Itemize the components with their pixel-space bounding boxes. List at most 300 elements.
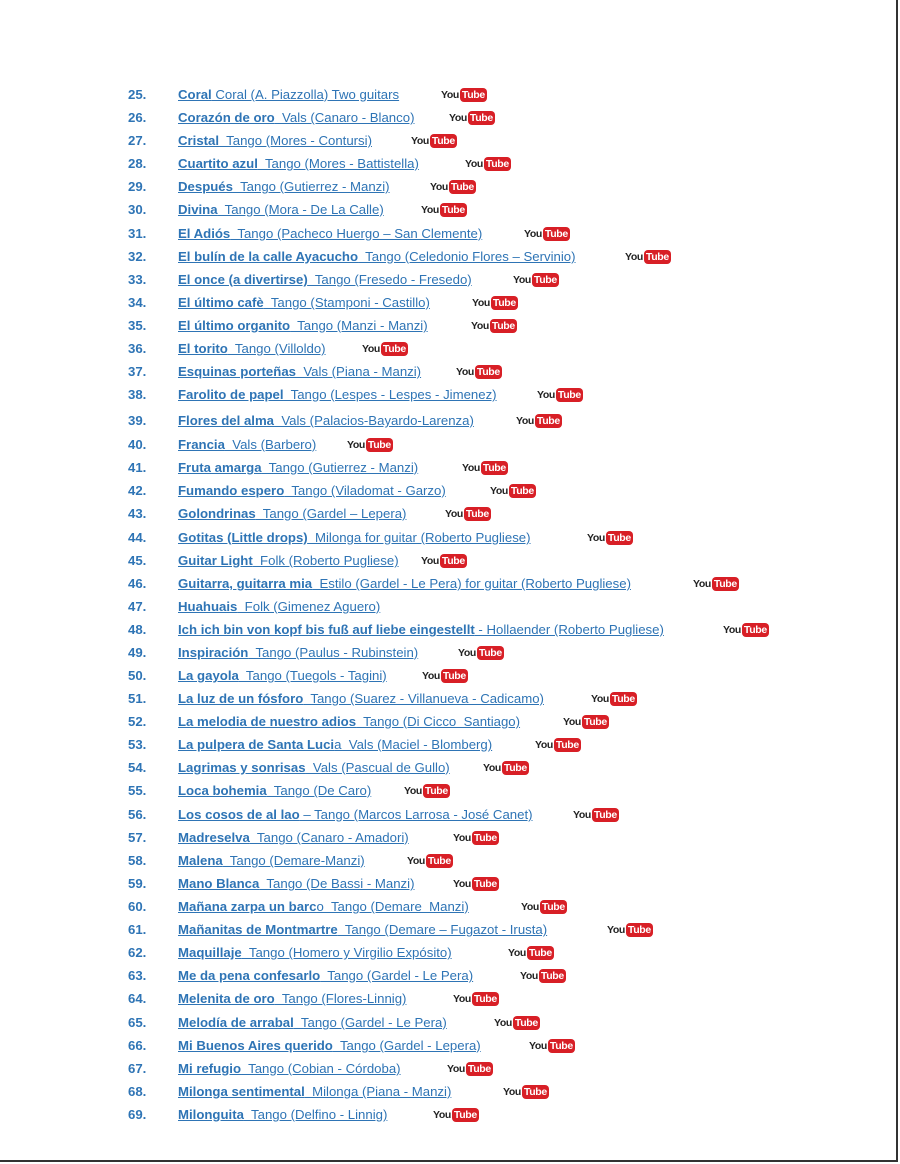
song-link[interactable]	[178, 965, 473, 987]
youtube-you-text: You	[471, 320, 489, 332]
song-description: Tango (Gardel – Lepera)	[255, 506, 407, 521]
youtube-you-text: You	[490, 485, 508, 497]
song-link[interactable]	[178, 573, 631, 595]
song-title: Loca bohemia	[178, 783, 267, 798]
youtube-tube-badge: Tube	[743, 624, 767, 636]
youtube-icon[interactable]	[693, 576, 739, 592]
youtube-tube-badge: Tube	[541, 901, 565, 913]
song-description: o Tango (Demare Manzi)	[316, 899, 469, 914]
youtube-icon[interactable]	[490, 483, 536, 499]
youtube-you-text: You	[537, 389, 555, 401]
youtube-tube-badge: Tube	[503, 762, 527, 774]
item-number: 49.	[128, 645, 147, 660]
song-title: Melenita de oro	[178, 991, 275, 1006]
youtube-you-text: You	[521, 901, 539, 913]
song-title: El once (a divertirse)	[178, 272, 308, 287]
youtube-you-text: You	[447, 1063, 465, 1075]
song-link[interactable]	[178, 688, 544, 710]
song-description: Folk (Roberto Pugliese)	[252, 553, 399, 568]
song-title: Esquinas porteñas	[178, 364, 296, 379]
song-description: Tango (Pacheco Huergo – San Clemente)	[230, 226, 483, 241]
youtube-icon[interactable]	[591, 691, 637, 707]
youtube-tube-badge: Tube	[453, 1109, 477, 1121]
youtube-icon[interactable]	[483, 760, 529, 776]
youtube-tube-badge: Tube	[367, 439, 391, 451]
song-link[interactable]	[178, 199, 384, 221]
item-number: 44.	[128, 530, 147, 545]
youtube-tube-badge: Tube	[536, 415, 560, 427]
item-number: 31.	[128, 226, 147, 241]
youtube-you-text: You	[404, 785, 422, 797]
song-description: Milonga (Piana - Manzi)	[304, 1084, 452, 1099]
song-title: Madreselva	[178, 830, 250, 845]
song-title: Inspiración	[178, 645, 249, 660]
song-link[interactable]	[178, 619, 664, 641]
item-number: 52.	[128, 714, 147, 729]
song-link[interactable]	[178, 527, 531, 549]
song-description: Tango (Di Cicco Santiago)	[356, 714, 521, 729]
youtube-icon[interactable]	[362, 341, 408, 357]
song-description: Tango (Demare-Manzi)	[222, 853, 365, 868]
song-description: Tango (Mora - De La Calle)	[217, 202, 384, 217]
youtube-you-text: You	[453, 878, 471, 890]
youtube-icon[interactable]	[587, 530, 633, 546]
youtube-tube-badge: Tube	[469, 112, 493, 124]
youtube-tube-badge: Tube	[450, 181, 474, 193]
song-link[interactable]	[178, 223, 482, 245]
youtube-you-text: You	[449, 112, 467, 124]
youtube-you-text: You	[472, 297, 490, 309]
youtube-icon[interactable]	[521, 899, 567, 915]
song-title: La melodia de nuestro adios	[178, 714, 357, 729]
item-number: 55.	[128, 783, 147, 798]
item-number: 56.	[128, 807, 147, 822]
youtube-tube-badge: Tube	[424, 785, 448, 797]
youtube-tube-badge: Tube	[473, 993, 497, 1005]
song-title: Gotitas (Little drops)	[178, 530, 308, 545]
youtube-icon[interactable]	[404, 783, 450, 799]
youtube-you-text: You	[723, 624, 741, 636]
song-description: Vals (Palacios-Bayardo-Larenza)	[274, 413, 474, 428]
youtube-icon[interactable]	[347, 437, 393, 453]
song-title: Mi refugio	[178, 1061, 242, 1076]
youtube-tube-badge: Tube	[528, 947, 552, 959]
item-number: 33.	[128, 272, 147, 287]
song-link[interactable]	[178, 1058, 401, 1080]
item-number: 54.	[128, 760, 147, 775]
youtube-tube-badge: Tube	[555, 739, 579, 751]
song-title: Después	[178, 179, 233, 194]
song-description: Tango (Canaro - Amadori)	[249, 830, 409, 845]
youtube-icon[interactable]	[411, 133, 457, 149]
youtube-you-text: You	[456, 366, 474, 378]
song-title: El último cafè	[178, 295, 264, 310]
song-link[interactable]	[178, 246, 576, 268]
song-description: Tango (Lespes - Lespes - Jimenez)	[283, 387, 497, 402]
youtube-you-text: You	[430, 181, 448, 193]
song-title: Cristal	[178, 133, 220, 148]
youtube-icon[interactable]	[422, 668, 468, 684]
youtube-you-text: You	[563, 716, 581, 728]
song-link[interactable]	[178, 850, 365, 872]
item-number: 46.	[128, 576, 147, 591]
item-number: 58.	[128, 853, 147, 868]
youtube-icon[interactable]	[465, 156, 511, 172]
youtube-icon[interactable]	[453, 830, 499, 846]
item-number: 59.	[128, 876, 147, 891]
song-link[interactable]	[178, 804, 533, 826]
youtube-you-text: You	[625, 251, 643, 263]
song-link[interactable]	[178, 384, 497, 406]
song-title: Melodía de arrabal	[178, 1015, 294, 1030]
song-link[interactable]	[178, 1012, 447, 1034]
item-number: 29.	[128, 179, 147, 194]
youtube-tube-badge: Tube	[465, 508, 489, 520]
song-link[interactable]	[178, 780, 371, 802]
youtube-icon[interactable]	[516, 413, 562, 429]
youtube-tube-badge: Tube	[478, 647, 502, 659]
youtube-tube-badge: Tube	[583, 716, 607, 728]
youtube-icon[interactable]	[441, 87, 487, 103]
youtube-tube-badge: Tube	[441, 204, 465, 216]
youtube-icon[interactable]	[472, 295, 518, 311]
youtube-you-text: You	[453, 832, 471, 844]
youtube-you-text: You	[520, 970, 538, 982]
song-description: Tango (Suarez - Villanueva - Cadicamo)	[303, 691, 544, 706]
song-title: El último organito	[178, 318, 291, 333]
youtube-you-text: You	[407, 855, 425, 867]
song-description: Vals (Canaro - Blanco)	[274, 110, 415, 125]
song-title: Coral	[178, 87, 212, 102]
song-title: La gayola	[178, 668, 239, 683]
song-link[interactable]	[178, 361, 421, 383]
item-number: 62.	[128, 945, 147, 960]
song-link[interactable]	[178, 711, 520, 733]
song-link[interactable]	[178, 734, 492, 756]
song-title: Ich ich bin von kopf bis fuß auf liebe eingestellt	[178, 622, 475, 637]
youtube-icon[interactable]	[453, 876, 499, 892]
song-title: Guitar Light	[178, 553, 253, 568]
song-description: Tango (Villoldo)	[227, 341, 326, 356]
youtube-you-text: You	[529, 1040, 547, 1052]
youtube-tube-badge: Tube	[431, 135, 455, 147]
song-link[interactable]	[178, 1035, 481, 1057]
youtube-tube-badge: Tube	[645, 251, 669, 263]
item-number: 65.	[128, 1015, 147, 1030]
youtube-you-text: You	[411, 135, 429, 147]
song-description: – Tango (Marcos Larrosa - José Canet)	[299, 807, 533, 822]
song-link[interactable]	[178, 503, 406, 525]
youtube-you-text: You	[362, 343, 380, 355]
youtube-icon[interactable]	[513, 272, 559, 288]
song-title: Malena	[178, 853, 223, 868]
item-number: 38.	[128, 387, 147, 402]
song-link[interactable]	[178, 338, 326, 360]
youtube-icon[interactable]	[723, 622, 769, 638]
song-link[interactable]	[178, 315, 428, 337]
youtube-icon[interactable]	[503, 1084, 549, 1100]
song-description: Vals (Piana - Manzi)	[296, 364, 422, 379]
song-description: Milonga for guitar (Roberto Pugliese)	[307, 530, 531, 545]
song-description: Tango (De Caro)	[266, 783, 372, 798]
song-link[interactable]	[178, 457, 418, 479]
item-number: 53.	[128, 737, 147, 752]
youtube-you-text: You	[441, 89, 459, 101]
song-link[interactable]	[178, 153, 419, 175]
song-description: Vals (Barbero)	[224, 437, 317, 452]
youtube-tube-badge: Tube	[607, 532, 631, 544]
song-title: Fruta amarga	[178, 460, 262, 475]
youtube-tube-badge: Tube	[533, 274, 557, 286]
song-description: Tango (Celedonio Flores – Servinio)	[358, 249, 576, 264]
song-description: Tango (Demare – Fugazot - Irusta)	[337, 922, 548, 937]
item-number: 26.	[128, 110, 147, 125]
youtube-you-text: You	[453, 993, 471, 1005]
youtube-icon[interactable]	[471, 318, 517, 334]
youtube-tube-badge: Tube	[476, 366, 500, 378]
song-description: Tango (Gardel - Le Pera)	[320, 968, 474, 983]
song-title: La luz de un fósforo	[178, 691, 304, 706]
song-description: Coral (A. Piazzolla) Two guitars	[211, 87, 400, 102]
youtube-tube-badge: Tube	[441, 555, 465, 567]
song-description: Tango (Gardel - Le Pera)	[293, 1015, 447, 1030]
youtube-you-text: You	[693, 578, 711, 590]
song-link[interactable]	[178, 596, 380, 618]
song-description: Tango (Gardel - Lepera)	[332, 1038, 481, 1053]
song-description: - Hollaender (Roberto Pugliese)	[474, 622, 664, 637]
song-link[interactable]	[178, 827, 409, 849]
youtube-icon[interactable]	[563, 714, 609, 730]
youtube-tube-badge: Tube	[611, 693, 635, 705]
song-title: El Adiós	[178, 226, 231, 241]
youtube-icon[interactable]	[508, 945, 554, 961]
youtube-you-text: You	[421, 555, 439, 567]
youtube-tube-badge: Tube	[510, 485, 534, 497]
song-title: Farolito de papel	[178, 387, 284, 402]
youtube-icon[interactable]	[607, 922, 653, 938]
youtube-you-text: You	[503, 1086, 521, 1098]
song-link[interactable]	[178, 410, 474, 432]
youtube-you-text: You	[422, 670, 440, 682]
youtube-tube-badge: Tube	[382, 343, 406, 355]
youtube-you-text: You	[508, 947, 526, 959]
youtube-icon[interactable]	[529, 1038, 575, 1054]
youtube-icon[interactable]	[453, 991, 499, 1007]
youtube-tube-badge: Tube	[473, 878, 497, 890]
song-link[interactable]	[178, 107, 414, 129]
youtube-icon[interactable]	[456, 364, 502, 380]
song-title: Milonguita	[178, 1107, 244, 1122]
song-title: Mañanitas de Montmartre	[178, 922, 338, 937]
song-description: Tango (Viladomat - Garzo)	[284, 483, 446, 498]
song-title: Corazón de oro	[178, 110, 275, 125]
youtube-you-text: You	[513, 274, 531, 286]
item-number: 69.	[128, 1107, 147, 1122]
song-description: Estilo (Gardel - Le Pera) for guitar (Roberto Pugliese)	[312, 576, 631, 591]
song-link[interactable]	[178, 269, 472, 291]
song-description: Tango (Gutierrez - Manzi)	[261, 460, 419, 475]
youtube-tube-badge: Tube	[442, 670, 466, 682]
item-number: 50.	[128, 668, 147, 683]
song-description: Tango (Paulus - Rubinstein)	[248, 645, 419, 660]
song-link[interactable]	[178, 480, 446, 502]
song-title: Lagrimas y sonrisas	[178, 760, 306, 775]
song-link[interactable]	[178, 550, 399, 572]
song-description: Tango (Mores - Contursi)	[219, 133, 372, 148]
youtube-tube-badge: Tube	[461, 89, 485, 101]
youtube-icon[interactable]	[524, 226, 570, 242]
youtube-tube-badge: Tube	[482, 462, 506, 474]
youtube-you-text: You	[591, 693, 609, 705]
youtube-you-text: You	[458, 647, 476, 659]
song-link[interactable]	[178, 1081, 451, 1103]
item-number: 47.	[128, 599, 147, 614]
song-description: a Vals (Maciel - Blomberg)	[334, 737, 493, 752]
song-link[interactable]	[178, 176, 390, 198]
song-link[interactable]	[178, 642, 418, 664]
song-link[interactable]	[178, 873, 414, 895]
song-description: Tango (Delfino - Linnig)	[243, 1107, 388, 1122]
youtube-icon[interactable]	[573, 807, 619, 823]
item-number: 51.	[128, 691, 147, 706]
youtube-tube-badge: Tube	[491, 320, 515, 332]
song-title: Maquillaje	[178, 945, 242, 960]
youtube-you-text: You	[494, 1017, 512, 1029]
song-link[interactable]	[178, 130, 372, 152]
youtube-icon[interactable]	[430, 179, 476, 195]
song-description: Tango (Fresedo - Fresedo)	[307, 272, 472, 287]
song-title: El torito	[178, 341, 228, 356]
youtube-you-text: You	[445, 508, 463, 520]
youtube-you-text: You	[421, 204, 439, 216]
item-number: 61.	[128, 922, 147, 937]
youtube-tube-badge: Tube	[523, 1086, 547, 1098]
song-link[interactable]	[178, 84, 399, 106]
song-link[interactable]	[178, 434, 316, 456]
youtube-icon[interactable]	[458, 645, 504, 661]
item-number: 66.	[128, 1038, 147, 1053]
song-title: Golondrinas	[178, 506, 256, 521]
item-number: 67.	[128, 1061, 147, 1076]
song-title: El bulín de la calle Ayacucho	[178, 249, 359, 264]
item-number: 48.	[128, 622, 147, 637]
youtube-tube-badge: Tube	[549, 1040, 573, 1052]
item-number: 37.	[128, 364, 147, 379]
song-title: Cuartito azul	[178, 156, 258, 171]
youtube-tube-badge: Tube	[557, 389, 581, 401]
song-title: Milonga sentimental	[178, 1084, 305, 1099]
item-number: 45.	[128, 553, 147, 568]
youtube-icon[interactable]	[520, 968, 566, 984]
song-link[interactable]	[178, 665, 387, 687]
song-title: Mañana zarpa un barc	[178, 899, 317, 914]
item-number: 63.	[128, 968, 147, 983]
youtube-you-text: You	[587, 532, 605, 544]
youtube-tube-badge: Tube	[544, 228, 568, 240]
song-link[interactable]	[178, 292, 430, 314]
item-number: 57.	[128, 830, 147, 845]
item-number: 27.	[128, 133, 147, 148]
item-number: 42.	[128, 483, 147, 498]
song-link[interactable]	[178, 988, 406, 1010]
song-description: Vals (Pascual de Gullo)	[305, 760, 450, 775]
youtube-tube-badge: Tube	[485, 158, 509, 170]
item-number: 43.	[128, 506, 147, 521]
youtube-icon[interactable]	[433, 1107, 479, 1123]
youtube-icon[interactable]	[535, 737, 581, 753]
song-description: Tango (Homero y Virgilio Expósito)	[241, 945, 452, 960]
youtube-you-text: You	[535, 739, 553, 751]
song-link[interactable]	[178, 896, 469, 918]
item-number: 25.	[128, 87, 147, 102]
item-number: 39.	[128, 413, 147, 428]
youtube-icon[interactable]	[447, 1061, 493, 1077]
youtube-you-text: You	[462, 462, 480, 474]
song-description: Tango (Flores-Linnig)	[274, 991, 407, 1006]
youtube-icon[interactable]	[445, 506, 491, 522]
youtube-icon[interactable]	[462, 460, 508, 476]
item-number: 64.	[128, 991, 147, 1006]
youtube-icon[interactable]	[449, 110, 495, 126]
youtube-tube-badge: Tube	[627, 924, 651, 936]
song-title: Me da pena confesarlo	[178, 968, 321, 983]
song-title: Fumando espero	[178, 483, 285, 498]
youtube-you-text: You	[483, 762, 501, 774]
item-number: 60.	[128, 899, 147, 914]
item-number: 30.	[128, 202, 147, 217]
youtube-you-text: You	[347, 439, 365, 451]
song-title: Mano Blanca	[178, 876, 260, 891]
song-link[interactable]	[178, 919, 547, 941]
youtube-you-text: You	[573, 809, 591, 821]
song-title: Divina	[178, 202, 218, 217]
youtube-you-text: You	[607, 924, 625, 936]
youtube-tube-badge: Tube	[492, 297, 516, 309]
youtube-you-text: You	[465, 158, 483, 170]
song-title: Mi Buenos Aires querido	[178, 1038, 333, 1053]
youtube-icon[interactable]	[625, 249, 671, 265]
youtube-icon[interactable]	[494, 1015, 540, 1031]
song-title: La pulpera de Santa Luci	[178, 737, 335, 752]
youtube-tube-badge: Tube	[467, 1063, 491, 1075]
song-title: Guitarra, guitarra mia	[178, 576, 313, 591]
song-description: Tango (Cobian - Córdoba)	[241, 1061, 401, 1076]
youtube-tube-badge: Tube	[713, 578, 737, 590]
youtube-tube-badge: Tube	[427, 855, 451, 867]
song-link[interactable]	[178, 1104, 387, 1126]
song-link[interactable]	[178, 757, 450, 779]
song-description: Tango (Stamponi - Castillo)	[263, 295, 430, 310]
song-title: Flores del alma	[178, 413, 275, 428]
song-description: Tango (Manzi - Manzi)	[290, 318, 428, 333]
song-description: Folk (Gimenez Aguero)	[237, 599, 381, 614]
item-number: 32.	[128, 249, 147, 264]
item-number: 68.	[128, 1084, 147, 1099]
song-description: Tango (Tuegols - Tagini)	[238, 668, 387, 683]
song-description: Tango (Mores - Battistella)	[257, 156, 419, 171]
item-number: 40.	[128, 437, 147, 452]
item-number: 41.	[128, 460, 147, 475]
youtube-icon[interactable]	[421, 202, 467, 218]
youtube-icon[interactable]	[407, 853, 453, 869]
item-number: 28.	[128, 156, 147, 171]
song-title: Los cosos de al lao	[178, 807, 300, 822]
song-link[interactable]	[178, 942, 452, 964]
youtube-icon[interactable]	[537, 387, 583, 403]
youtube-tube-badge: Tube	[540, 970, 564, 982]
youtube-icon[interactable]	[421, 553, 467, 569]
youtube-tube-badge: Tube	[593, 809, 617, 821]
